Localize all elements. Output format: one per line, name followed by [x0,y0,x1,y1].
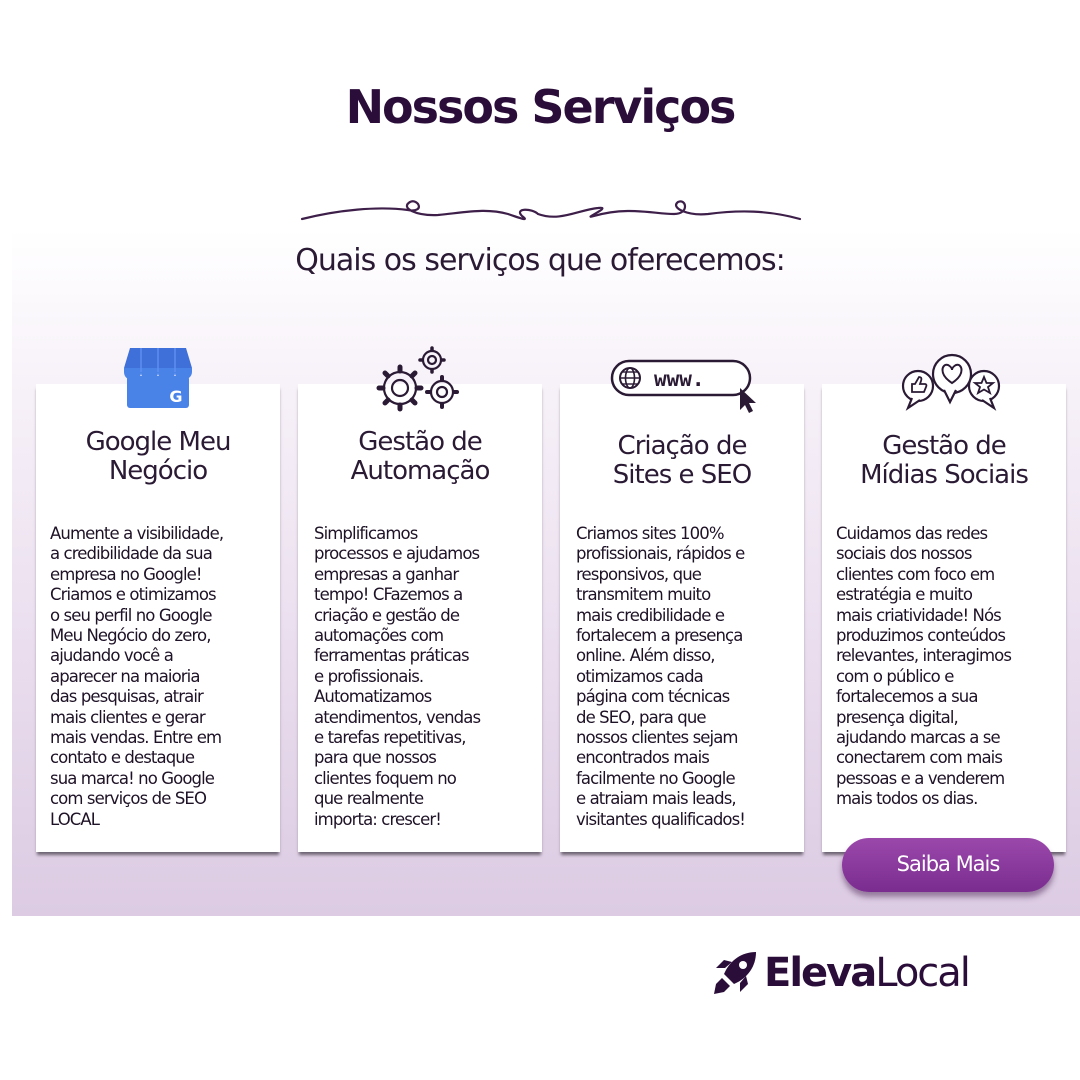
www-label: www. [654,367,705,391]
brand-name [764,948,969,998]
brand-name-light: Local [875,950,969,996]
subtitle: Quais os serviços que oferecemos: [295,243,785,278]
brand-logo [712,948,1002,998]
card-body: Simplificamos processos e ajudamos empresas a ganhar tempo! CFazemos a criação e gestão de automações com ferramentas práticas e profissionais. Automatizamos atendimentos, vendas e tarefas repetitivas, para que nossos clientes foquem no que realmente importa: crescer! [314,524,481,829]
card-body: Criamos sites 100% profissionais, rápidos e responsivos, que transmitem muito mais credibilidade e fortalecem a presença online. Além disso, otimizamos cada página com técnicas de SEO, para que nossos clientes sejam encontrados mais facilmente no Google e atraiam mais leads, visitantes qualificados! [576,524,745,829]
brand-name-bold: Eleva [764,950,876,996]
card-body: Aumente a visibilidade, a credibilidade da sua empresa no Google! Criamos e otimizamos o seu perfil no Google Meu Negócio do zero, ajudando você a aparecer na maioria das pesquisas, atrair mais clientes e gerar mais vendas. Entre em contato e destaque sua marca! no Google com serviços de SEO LOCAL [50,524,224,829]
card-title: Gestão de Automação [350,427,490,486]
gears-icon [372,346,466,414]
card-title: Gestão de Mídias Sociais [860,431,1028,490]
social-media-icon [898,350,1006,414]
service-card-google [36,384,280,852]
card-title: Criação de Sites e SEO [612,431,752,490]
service-card-sites [560,384,804,852]
flourish-divider [298,192,804,232]
google-my-business-icon [122,346,194,410]
page-title: Nossos Serviços [345,80,735,134]
www-browser-icon [610,358,762,414]
card-body: Cuidamos das redes sociais dos nossos clientes com foco em estratégia e muito mais criatividade! Nós produzimos conteúdos relevantes, interagimos com o público e fortalecemos a sua presença digital, ajudando marcas a se conectarem com mais pessoas e a venderem mais todos os dias. [836,524,1012,809]
card-title: Google Meu Negócio [85,427,231,486]
rocket-icon [712,950,758,996]
saiba-mais-button[interactable]: Saiba Mais [842,838,1054,892]
service-card-social [822,384,1066,852]
svg-text:G: G [169,387,183,406]
service-card-automation [298,384,542,852]
